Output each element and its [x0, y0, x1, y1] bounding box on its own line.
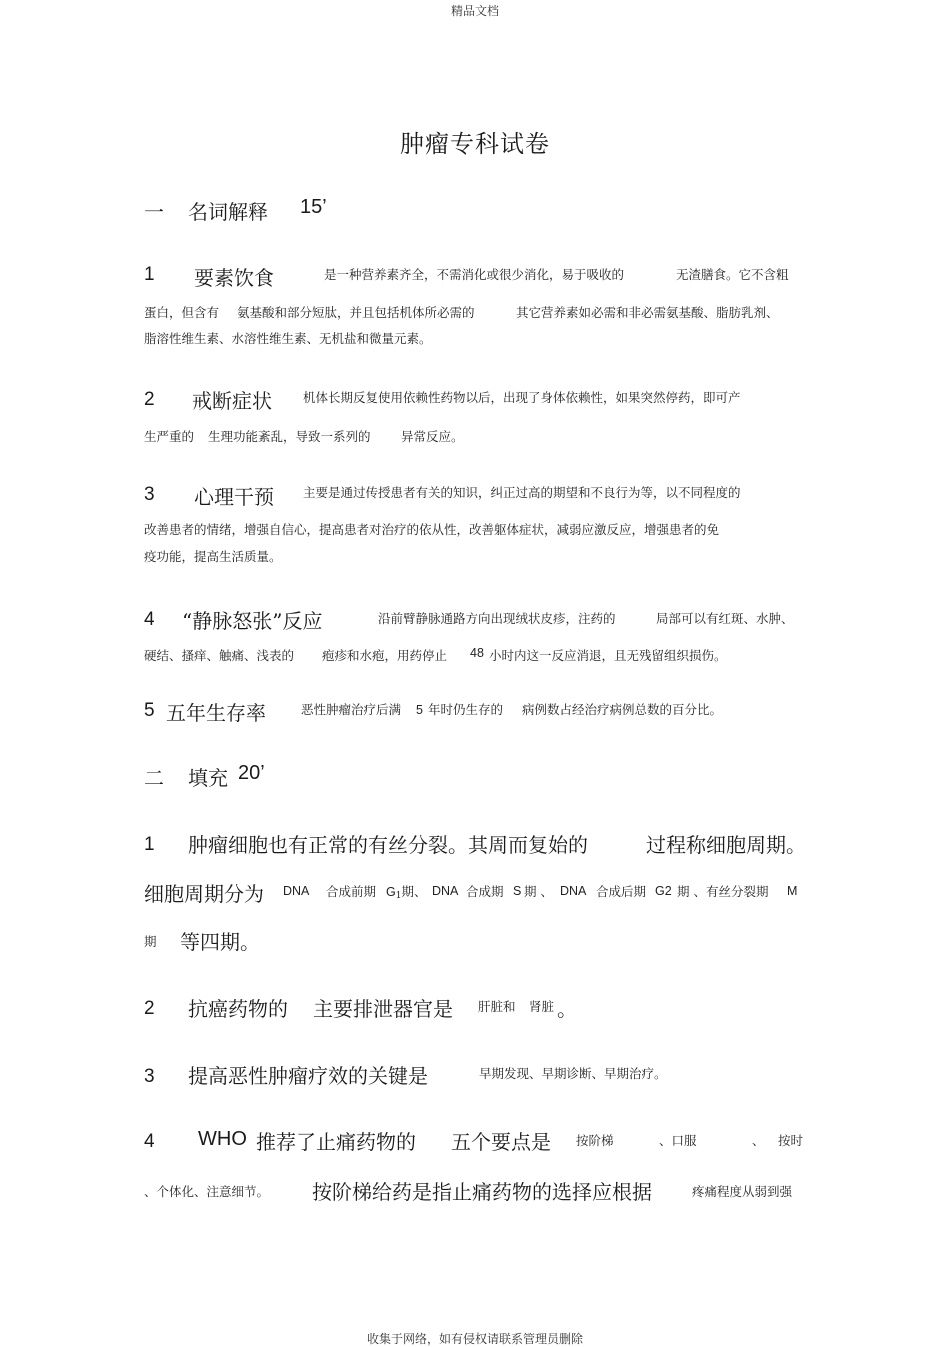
fill-q1-text-b: 过程称细胞周期。: [646, 833, 806, 857]
term-4-line2c: 48: [470, 646, 484, 660]
section-1-points: 15’: [300, 196, 327, 218]
fill-q1-g2-period: 期 、有丝分裂期: [677, 884, 769, 899]
term-3-number: 3: [144, 484, 155, 505]
fill-q1-synthesis: 合成期: [466, 884, 504, 899]
term-5-title: 五年生存率: [166, 701, 266, 725]
term-2-title: 戒断症状: [192, 389, 272, 413]
section-2-label: 填充: [188, 766, 228, 790]
term-1-definition-b: 无渣膳食。它不含粗: [676, 267, 789, 282]
term-2-line2b: 生理功能紊乱，导致一系列的: [208, 429, 371, 444]
fill-q1-dna-2: DNA: [432, 884, 459, 898]
term-1-line2c: 其它营养素如必需和非必需氨基酸、脂肪乳剂、: [516, 305, 779, 320]
fill-q1-g2: G2: [655, 884, 672, 898]
term-4-title: “静脉怒张”反应: [182, 609, 323, 633]
term-4-number: 4: [144, 609, 155, 630]
fill-q1-number: 1: [144, 834, 155, 855]
fill-q1-g1: $G_1$期、: [386, 884, 427, 901]
page-footer: 收集于网络，如有侵权请联系管理员删除: [366, 1332, 583, 1346]
fill-q1-m-period: 期: [144, 934, 157, 949]
term-3-definition-a: 主要是通过传授患者有关的知识，纠正过高的期望和不良行为等，以不同程度的: [303, 485, 741, 500]
term-1-line2a: 蛋白，但含有: [144, 305, 220, 320]
term-4-line2a: 硬结、搔痒、触痛、浅表的: [144, 648, 295, 663]
fill-q4-line2a: 、个体化、注意细节。: [144, 1184, 270, 1199]
term-4-line2b: 疱疹和水疱，用药停止: [322, 648, 448, 663]
section-1-index: 一: [144, 200, 164, 224]
fill-q1-dna-3: DNA: [560, 884, 587, 898]
page-title: 肿瘤专科试卷: [400, 130, 550, 158]
term-1-line2b: 氨基酸和部分短肽，并且包括机体所必需的: [237, 305, 475, 320]
fill-q4-answer-1: 按阶梯: [576, 1133, 614, 1148]
fill-q1-text-c: 细胞周期分为: [144, 882, 264, 906]
fill-q4-who: WHO: [198, 1128, 247, 1150]
fill-q1-s: S: [513, 884, 522, 898]
term-1-number: 1: [144, 264, 155, 285]
fill-q1-dna-1: DNA: [283, 884, 310, 898]
term-5-number: 5: [144, 700, 155, 721]
term-2-line2a: 生严重的: [144, 429, 195, 444]
fill-q2-end: 。: [557, 997, 577, 1021]
term-5-definition-d: 病例数占经治疗病例总数的百分比。: [522, 702, 723, 717]
fill-q3-text: 提高恶性肿瘤疗效的关键是: [188, 1064, 428, 1088]
fill-q3-number: 3: [144, 1066, 155, 1087]
section-1-label: 名词解释: [188, 200, 268, 224]
fill-q1-end: 等四期。: [180, 930, 260, 954]
term-4-definition-a: 沿前臂静脉通路方向出现绒状皮疹，注药的: [378, 611, 616, 626]
fill-q1-pre-synthesis: 合成前期: [326, 884, 377, 899]
term-4-definition-b: 局部可以有红斑、水肿、: [656, 611, 794, 626]
term-3-line3: 疫功能，提高生活质量。: [144, 549, 282, 564]
term-1-line3: 脂溶性维生素、水溶性维生素、无机盐和微量元素。: [144, 331, 432, 346]
fill-q4-answer-3: 、: [752, 1133, 765, 1148]
fill-q1-post-synthesis: 合成后期: [596, 884, 647, 899]
term-3-title: 心理干预: [194, 485, 274, 509]
term-3-line2: 改善患者的情绪，增强自信心，提高患者对治疗的依从性，改善躯体症状，减弱应激反应，增强患者的免: [144, 522, 720, 537]
fill-q2-answer-2: 肾脏: [529, 999, 555, 1014]
fill-q3-answer: 早期发现、早期诊断、早期治疗。: [479, 1066, 667, 1081]
page-header: 精品文档: [450, 4, 499, 18]
section-2-points: 20’: [238, 762, 265, 784]
term-2-definition-a: 机体长期反复使用依赖性药物以后，出现了身体依赖性，如果突然停药，即可产: [303, 390, 741, 405]
term-2-number: 2: [144, 389, 155, 410]
fill-q2-answer-1: 肝脏和: [478, 999, 516, 1014]
fill-q2-text-b: 主要排泄器官是: [313, 997, 453, 1021]
fill-q2-text-a: 抗癌药物的: [188, 997, 288, 1021]
term-1-title: 要素饮食: [194, 266, 274, 290]
fill-q4-answer-4: 按时: [778, 1133, 804, 1148]
term-5-definition-c: 年时仍生存的: [428, 702, 504, 717]
fill-q4-line2c: 疼痛程度从弱到强: [692, 1184, 793, 1199]
fill-q1-s-period: 期 、: [524, 884, 553, 899]
fill-q1-m: M: [787, 884, 798, 898]
fill-q4-line2b: 按阶梯给药是指止痛药物的选择应根据: [312, 1180, 652, 1204]
term-4-line2d: 小时内这一反应消退，且无残留组织损伤。: [489, 648, 727, 663]
fill-q4-text-a: 推荐了止痛药物的: [256, 1130, 416, 1154]
fill-q1-text-a: 肿瘤细胞也有正常的有丝分裂。其周而复始的: [188, 833, 588, 857]
term-2-line2c: 异常反应。: [401, 429, 464, 444]
fill-q4-number: 4: [144, 1131, 155, 1152]
section-2-index: 二: [144, 766, 164, 790]
fill-q4-text-b: 五个要点是: [451, 1130, 551, 1154]
term-1-definition-a: 是一种营养素齐全，不需消化或很少消化，易于吸收的: [324, 267, 625, 282]
term-5-definition-b: 5: [416, 703, 423, 717]
fill-q4-answer-2: 、口服: [659, 1133, 697, 1148]
term-5-definition-a: 恶性肿瘤治疗后满: [301, 702, 402, 717]
fill-q2-number: 2: [144, 998, 155, 1019]
